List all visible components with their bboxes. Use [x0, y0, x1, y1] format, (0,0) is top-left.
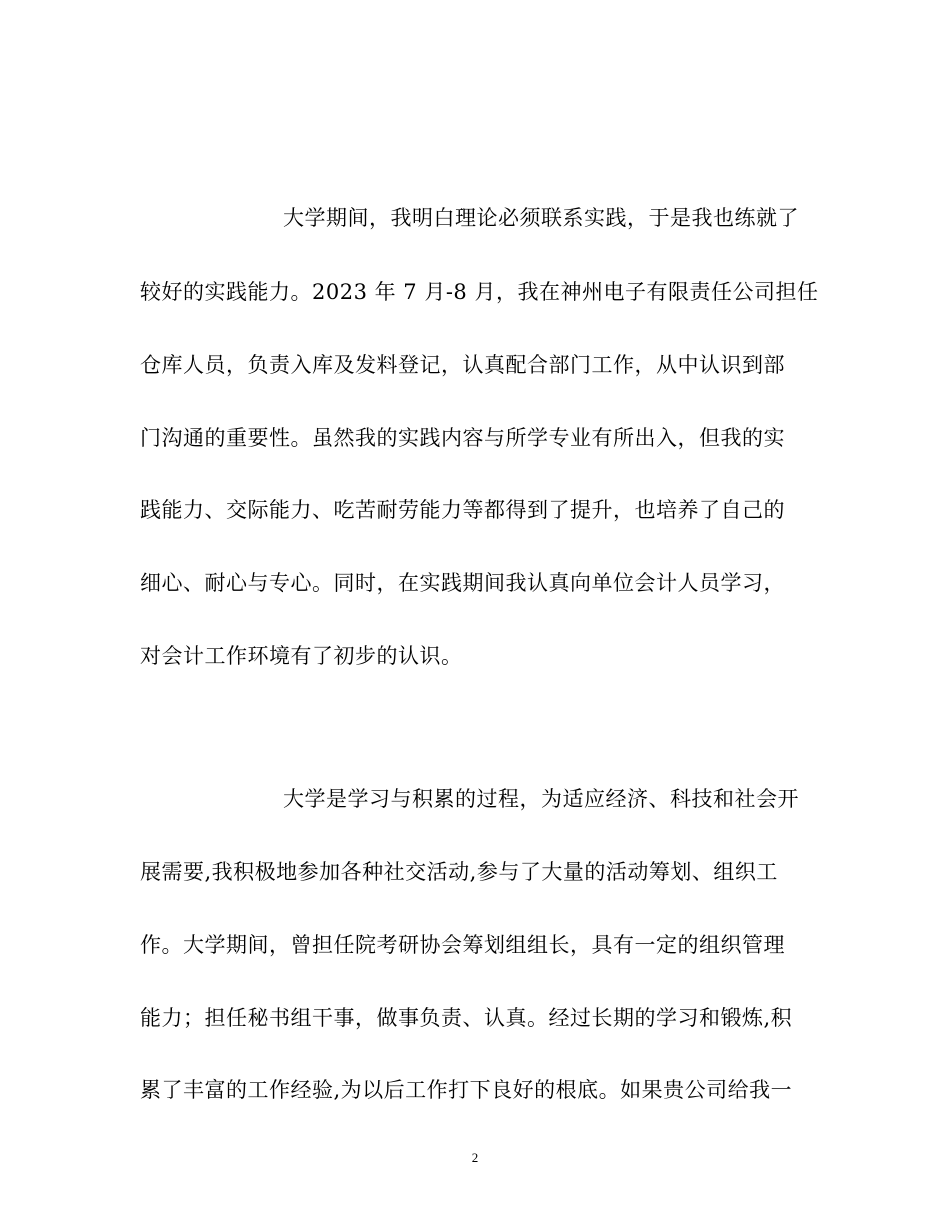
paragraph-1-line-1: 大学期间，我明白理论必须联系实践，于是我也练就了 — [283, 206, 799, 230]
paragraph-2-line-1: 大学是学习与积累的过程，为适应经济、科技和社会开 — [283, 787, 799, 811]
page-number: 2 — [471, 1150, 479, 1165]
paragraph-2-line-3: 作。大学期间，曾担任院考研协会筹划组组长，具有一定的组织管理 — [140, 933, 785, 957]
paragraph-1-line-2: 较好的实践能力。2023 年 7 月-8 月，我在神州电子有限责任公司担任 — [140, 280, 819, 304]
paragraph-1-line-4: 门沟通的重要性。虽然我的实践内容与所学专业有所出入，但我的实 — [140, 426, 785, 450]
paragraph-2-line-5: 累了丰富的工作经验,为以后工作打下良好的根底。如果贵公司给我一 — [140, 1078, 793, 1102]
paragraph-2-line-2: 展需要,我积极地参加各种社交活动,参与了大量的活动筹划、组织工 — [140, 860, 778, 884]
paragraph-1-line-5: 践能力、交际能力、吃苦耐劳能力等都得到了提升，也培养了自己的 — [140, 498, 785, 522]
paragraph-2-line-4: 能力；担任秘书组干事，做事负责、认真。经过长期的学习和锻炼,积 — [140, 1006, 793, 1030]
paragraph-1-line-7: 对会计工作环境有了初步的认识。 — [140, 644, 463, 668]
paragraph-1-line-3: 仓库人员，负责入库及发料登记，认真配合部门工作，从中认识到部 — [140, 353, 785, 377]
paragraph-1-line-6: 细心、耐心与专心。同时，在实践期间我认真向单位会计人员学习， — [140, 571, 785, 595]
